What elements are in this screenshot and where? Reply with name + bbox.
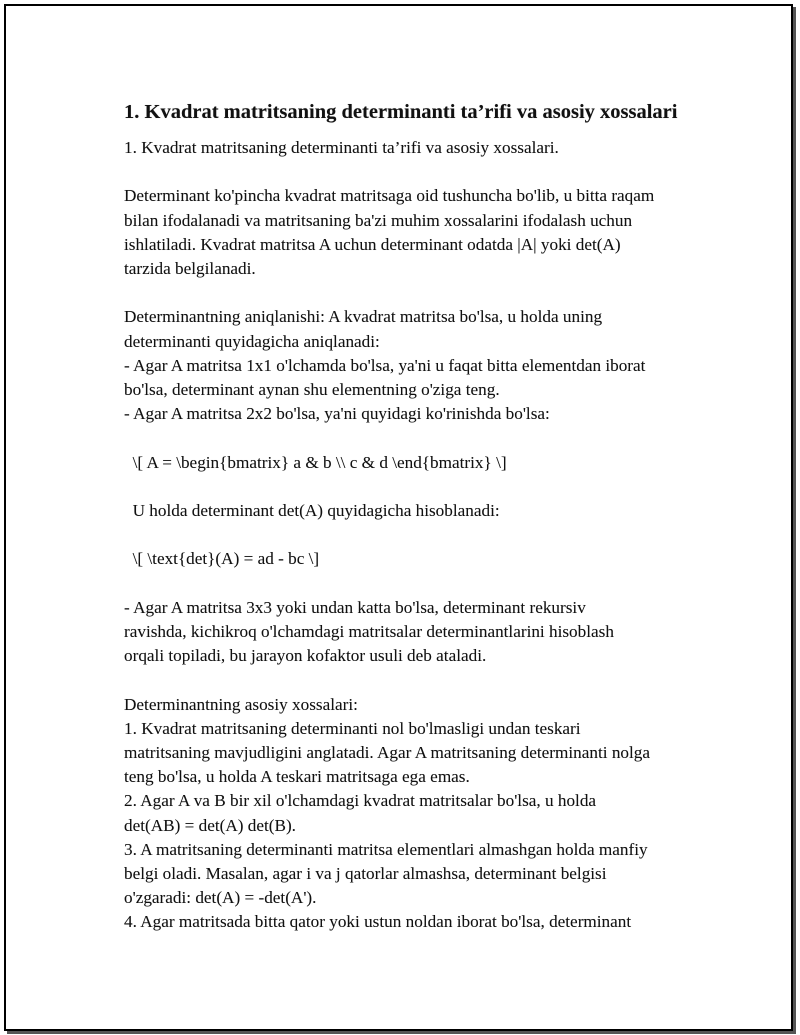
text-line: ishlatiladi. Kvadrat matritsa A uchun determinant odatda |A| yoki det(A): [124, 234, 621, 254]
text-line: - Agar A matritsa 1x1 o'lchamda bo'lsa, ya'ni u faqat bitta elementdan iborat: [124, 355, 646, 375]
text-line: U holda determinant det(A) quyidagicha hisoblanadi:: [124, 500, 500, 520]
document-body: [124, 136, 704, 935]
text-line: Determinantning aniqlanishi: A kvadrat matritsa bo'lsa, u holda uning: [124, 307, 603, 327]
blank-line: [124, 523, 704, 547]
text-line: Determinant ko'pincha kvadrat matritsaga oid tushuncha bo'lib, u bitta raqam: [124, 186, 655, 206]
blank-line: [124, 668, 704, 692]
text-line: 3. A matritsaning determinanti matritsa elementlari almashgan holda manfiy: [124, 839, 648, 859]
text-line: orqali topiladi, bu jarayon kofaktor usuli deb ataladi.: [124, 646, 487, 666]
document-content: [124, 98, 704, 935]
text-line: - Agar A matritsa 3x3 yoki undan katta bo'lsa, determinant rekursiv: [124, 597, 586, 617]
text-line: - Agar A matritsa 2x2 bo'lsa, ya'ni quyidagi ko'rinishda bo'lsa:: [124, 404, 550, 424]
text-line: tarzida belgilanadi.: [124, 259, 256, 278]
text-line: 1. Kvadrat matritsaning determinanti nol bo'lmasligi undan teskari: [124, 718, 581, 738]
blank-line: [124, 426, 704, 450]
text-line: 1. Kvadrat matritsaning determinanti ta’rifi va asosiy xossalari.: [124, 138, 559, 157]
blank-line: [124, 475, 704, 499]
text-line: det(AB) = det(A) det(B).: [124, 815, 296, 835]
text-line: bilan ifodalanadi va matritsaning ba'zi muhim xossalarini ifodalash uchun: [124, 210, 633, 230]
text-line: bo'lsa, determinant aynan shu elementning o'ziga teng.: [124, 380, 500, 399]
page-frame: [4, 4, 793, 1031]
text-line: determinanti quyidagicha aniqlanadi:: [124, 331, 380, 351]
text-line: Determinantning asosiy xossalari:: [124, 694, 358, 714]
text-line: o'zgaradi: det(A) = -det(A').: [124, 888, 317, 908]
text-line: teng bo'lsa, u holda A teskari matritsaga ega emas.: [124, 767, 470, 787]
text-line: 4. Agar matritsada bitta qator yoki ustun noldan iborat bo'lsa, determinant: [124, 912, 632, 932]
text-line: ravishda, kichikroq o'lchamdagi matritsalar determinantlarini hisoblash: [124, 621, 614, 641]
blank-line: [124, 281, 704, 305]
document-title: 1. Kvadrat matritsaning determinanti ta’rifi va asosiy xossalari: [124, 101, 678, 123]
text-line: \[ \text{det}(A) = ad - bc \]: [124, 549, 320, 569]
blank-line: [124, 572, 704, 596]
text-line: 2. Agar A va B bir xil o'lchamdagi kvadrat matritsalar bo'lsa, u holda: [124, 791, 597, 811]
blank-line: [124, 160, 704, 184]
text-line: belgi oladi. Masalan, agar i va j qatorlar almashsa, determinant belgisi: [124, 863, 607, 883]
text-line: matritsaning mavjudligini anglatadi. Agar A matritsaning determinanti nolga: [124, 742, 651, 762]
text-line: \[ A = \begin{bmatrix} a & b \\ c & d \end{bmatrix} \]: [124, 452, 507, 472]
